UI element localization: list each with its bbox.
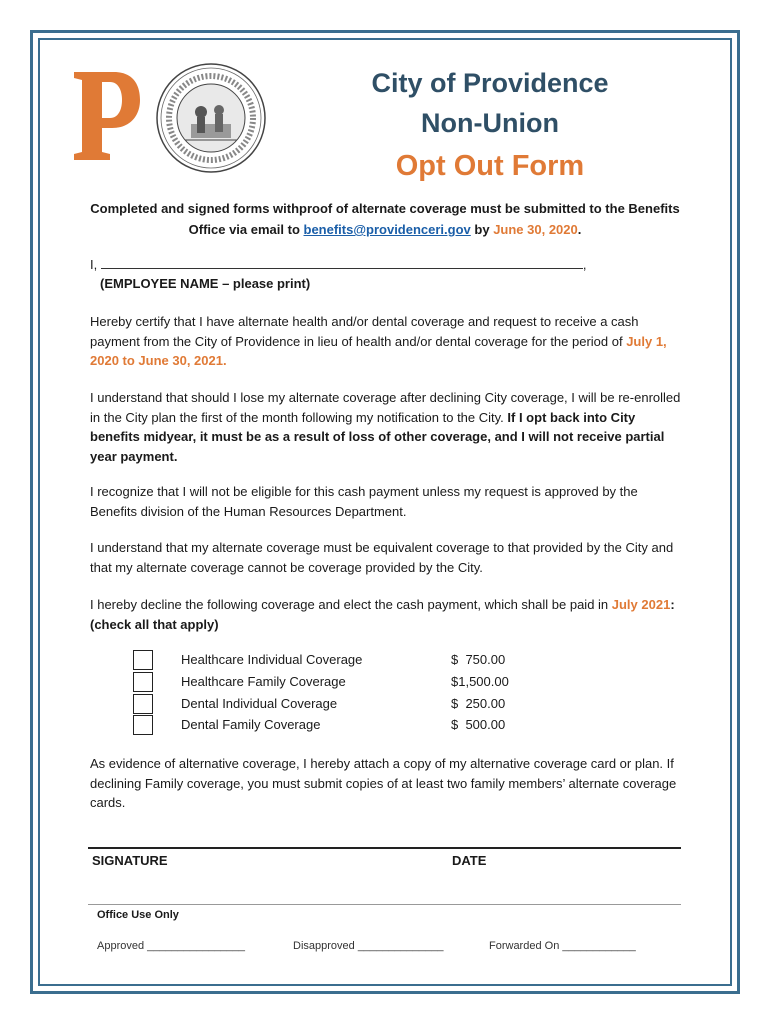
equivalent-coverage-paragraph: I understand that my alternate coverage must be equivalent coverage to that provided by the City and that my alternate coverage cannot be coverage provided by the City. <box>90 540 674 575</box>
coverage-period: July 1, 2020 to June 30, 2021. <box>90 333 667 368</box>
coverage-checkbox[interactable] <box>133 650 153 670</box>
office-forwarded: Forwarded On ____________ <box>489 940 636 952</box>
coverage-checkbox[interactable] <box>133 694 153 714</box>
city-seal-icon <box>155 62 267 174</box>
coverage-row <box>133 650 533 671</box>
office-use-title: Office Use Only <box>97 909 179 921</box>
coverage-amount: $ 500.00 <box>451 717 506 732</box>
title-non-union: Non-Union <box>421 108 559 138</box>
employee-name-field[interactable] <box>101 256 583 269</box>
eligibility-paragraph: I recognize that I will not be eligible for this cash payment unless my request is approved by the Benefits division of the Human Resources Department. <box>90 484 638 519</box>
benefits-email-link[interactable]: benefits@providenceri.gov <box>303 222 471 237</box>
intro-instructions: Completed and signed forms withproof of alternate coverage must be submitted to the Benefits Office via email to benefits@providenceri.gov by June 30, 2020. <box>90 201 680 237</box>
reenroll-paragraph: I understand that should I lose my alternate coverage after declining City coverage, I will be re-enrolled in the City plan the first of the month following my notification to the City. If I opt back into City benefits midyear, it must be as a result of loss of other coverage, and I will not receive partial year payment. <box>90 390 681 464</box>
coverage-label: Dental Family Coverage <box>181 717 321 732</box>
certify-paragraph: Hereby certify that I have alternate health and/or dental coverage and request to receive a cash payment from the City of Providence in lieu of health and/or dental coverage for the period of July 1, 2020 to June 30, 2021. <box>90 314 667 368</box>
deadline-date: June 30, 2020 <box>493 222 578 237</box>
date-label: DATE <box>452 853 487 868</box>
coverage-amount: $ 250.00 <box>451 696 506 711</box>
payment-month: July 2021 <box>611 597 671 612</box>
coverage-checkbox[interactable] <box>133 672 153 692</box>
signature-line[interactable] <box>88 847 681 849</box>
decline-coverage-paragraph: I hereby decline the following coverage and elect the cash payment, which shall be paid in July 2021: (check all that apply) <box>90 597 675 632</box>
coverage-row <box>133 694 533 715</box>
logo-letter: P <box>106 121 108 123</box>
coverage-label: Dental Individual Coverage <box>181 696 338 711</box>
employee-name-line: I, , <box>90 257 587 272</box>
title-city: City of Providence <box>371 68 609 98</box>
evidence-paragraph: As evidence of alternative coverage, I hereby attach a copy of my alternative coverage card or plan. If declining Family coverage, you must submit copies of at least two family members’ alternate coverage cards. <box>90 756 677 810</box>
office-disapproved: Disapproved ______________ <box>293 940 444 952</box>
coverage-row <box>133 715 533 736</box>
office-approved: Approved ________________ <box>97 940 246 952</box>
coverage-row <box>133 672 533 693</box>
employee-name-caption: (EMPLOYEE NAME – please print) <box>100 276 311 291</box>
providence-p-logo <box>70 70 142 162</box>
coverage-label: Healthcare Individual Coverage <box>181 652 363 667</box>
office-divider <box>88 904 681 905</box>
coverage-amount: $1,500.00 <box>451 674 509 689</box>
coverage-checkbox[interactable] <box>133 715 153 735</box>
coverage-amount: $ 750.00 <box>451 652 506 667</box>
coverage-label: Healthcare Family Coverage <box>181 674 346 689</box>
signature-label: SIGNATURE <box>92 853 168 868</box>
title-opt-out-form: Opt Out Form <box>395 150 585 182</box>
